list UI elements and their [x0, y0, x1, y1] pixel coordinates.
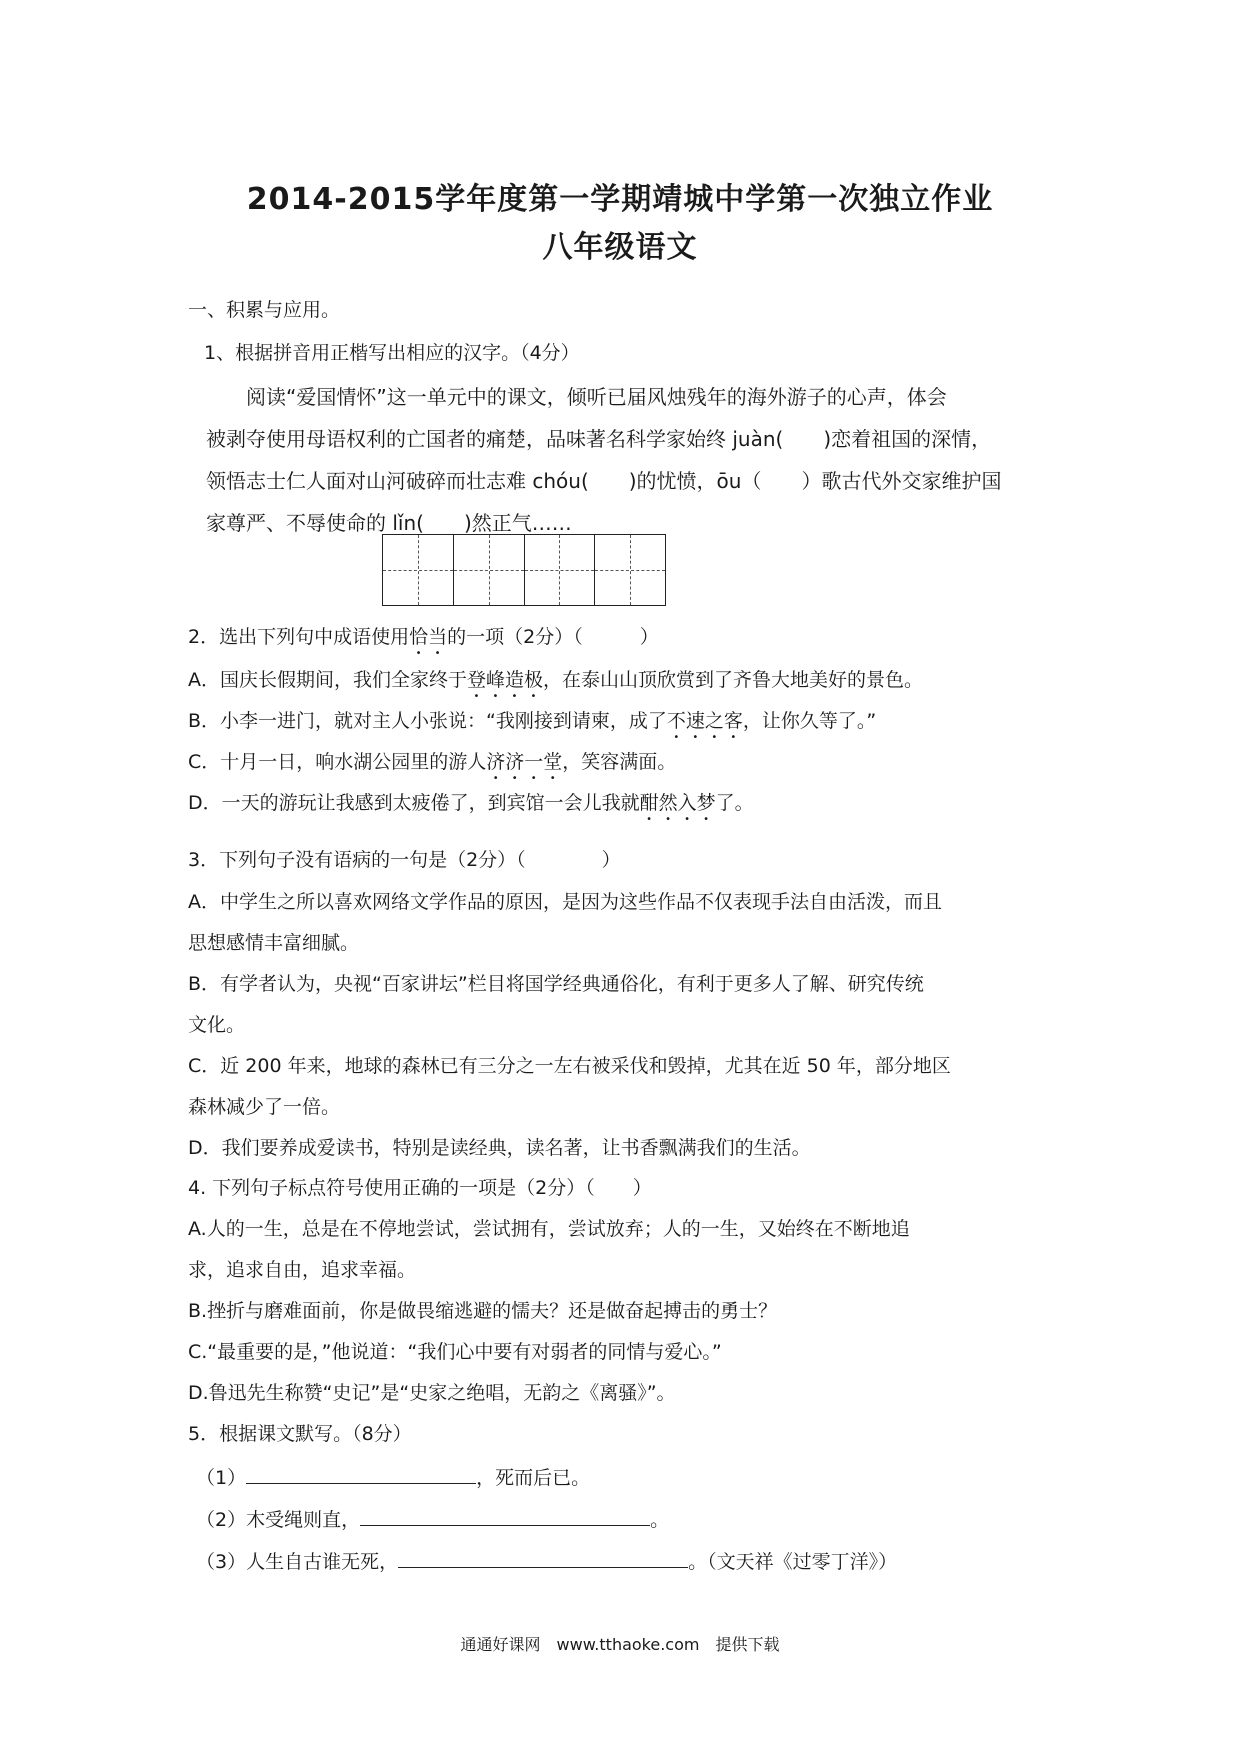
page-footer: 通通好课网 www.tthaoke.com 提供下载	[460, 1635, 780, 1654]
q2-option-b	[188, 706, 876, 743]
q4-line: B.挫折与磨难面前，你是做畏缩逃避的懦夫？还是做奋起搏击的勇士？	[188, 1300, 778, 1322]
q5-prompt: 5．根据课文默写。（8分）	[188, 1423, 412, 1445]
q2-prompt-text: 2．选出下列句中成语使用	[188, 626, 410, 648]
section-heading: 一、积累与应用。	[188, 299, 341, 321]
document-title: 2014-2015学年度第一学期靖城中学第一次独立作业	[246, 182, 994, 217]
option-text: D．一天的游玩让我感到太疲倦了，到宾馆一会儿我就	[188, 792, 640, 814]
q1-line: 领悟志士仁人面对山河破碎而壮志难 chóu( )的忧愤，ōu（ ）歌古代外交家维护国	[206, 469, 1002, 493]
option-emphasis: 登峰造极	[467, 669, 544, 691]
option-text: 了。	[715, 792, 754, 814]
option-emphasis: 不速之客	[666, 710, 743, 732]
fill-in-blank[interactable]	[398, 1549, 688, 1568]
q2-option-d	[188, 788, 754, 825]
q3-line: 思想感情丰富细腻。	[188, 932, 360, 954]
q3-line: D．我们要养成爱读书，特别是读经典，读名著，让书香飘满我们的生活。	[188, 1137, 811, 1159]
q3-prompt: 3．下列句子没有语病的一句是（2分）（ ）	[188, 849, 621, 871]
q3-line: B．有学者认为，央视“百家讲坛”栏目将国学经典通俗化，有利于更多人了解、研究传统	[188, 973, 924, 995]
q2-option-c	[188, 747, 676, 784]
q3-line: A．中学生之所以喜欢网络文学作品的原因，是因为这些作品不仅表现手法自由活泼，而且	[188, 891, 942, 913]
item-text: 。	[650, 1509, 670, 1531]
item-text: 人生自古谁无死，	[246, 1551, 399, 1573]
option-emphasis: 酣然入梦	[639, 792, 716, 814]
item-text: 木受绳则直，	[246, 1509, 361, 1531]
option-emphasis: 济济一堂	[486, 751, 563, 773]
q3-line: 文化。	[188, 1014, 246, 1036]
q3-line: 森林减少了一倍。	[188, 1096, 341, 1118]
grid-cell[interactable]	[383, 535, 454, 605]
answer-grid[interactable]	[382, 534, 666, 606]
q2-prompt-emphasis: 恰当	[409, 626, 448, 648]
item-number: （1）	[196, 1467, 247, 1489]
q1-line: 阅读“爱国情怀”这一单元中的课文，倾听已届风烛残年的海外游子的心声，体会	[226, 385, 947, 409]
q2-prompt	[188, 622, 659, 659]
option-text: ，在泰山山顶欣赏到了齐鲁大地美好的景色。	[543, 669, 924, 691]
grid-cell[interactable]	[454, 535, 525, 605]
option-text: ，笑容满面。	[562, 751, 677, 773]
item-text: 。（文天祥《过零丁洋》）	[688, 1551, 898, 1573]
document-subtitle: 八年级语文	[542, 230, 698, 265]
item-text: ，死而后已。	[476, 1467, 591, 1489]
grid-cell[interactable]	[525, 535, 596, 605]
q5-item-1	[196, 1463, 590, 1490]
option-text: A．国庆长假期间，我们全家终于	[188, 669, 467, 691]
option-text: B．小李一进门，就对主人小张说：“我刚接到请柬，成了	[188, 710, 667, 732]
q5-item-2	[196, 1505, 669, 1532]
q2-option-a	[188, 665, 923, 702]
q4-prompt: 4. 下列句子标点符号使用正确的一项是（2分）（ ）	[188, 1177, 652, 1199]
option-text: ，让你久等了。”	[742, 710, 877, 732]
q4-line: A.人的一生，总是在不停地尝试，尝试拥有，尝试放弃；人的一生，又始终在不断地追	[188, 1218, 910, 1240]
q1-prompt: 1、根据拼音用正楷写出相应的汉字。（4分）	[204, 342, 580, 364]
fill-in-blank[interactable]	[360, 1507, 650, 1526]
q5-item-3	[196, 1547, 897, 1574]
q4-line: D.鲁迅先生称赞“史记”是“史家之绝唱，无韵之《离骚》”。	[188, 1382, 676, 1404]
q4-line: 求，追求自由，追求幸福。	[188, 1259, 417, 1281]
q4-line: C.“最重要的是，”他说道：“我们心中要有对弱者的同情与爱心。”	[188, 1341, 722, 1363]
item-number: （2）	[196, 1509, 247, 1531]
option-text: C．十月一日，响水湖公园里的游人	[188, 751, 487, 773]
q1-line: 被剥夺使用母语权利的亡国者的痛楚，品味著名科学家始终 juàn( )恋着祖国的深情，	[206, 427, 992, 451]
q2-prompt-text: 的一项（2分）（ ）	[447, 626, 659, 648]
fill-in-blank[interactable]	[246, 1465, 476, 1484]
q3-line: C．近 200 年来，地球的森林已有三分之一左右被采伐和毁掉，尤其在近 50 年，部分地区	[188, 1055, 951, 1077]
item-number: （3）	[196, 1551, 247, 1573]
grid-cell[interactable]	[595, 535, 665, 605]
q1-line: 家尊严、不辱使命的 lǐn( )然正气……	[206, 511, 572, 535]
